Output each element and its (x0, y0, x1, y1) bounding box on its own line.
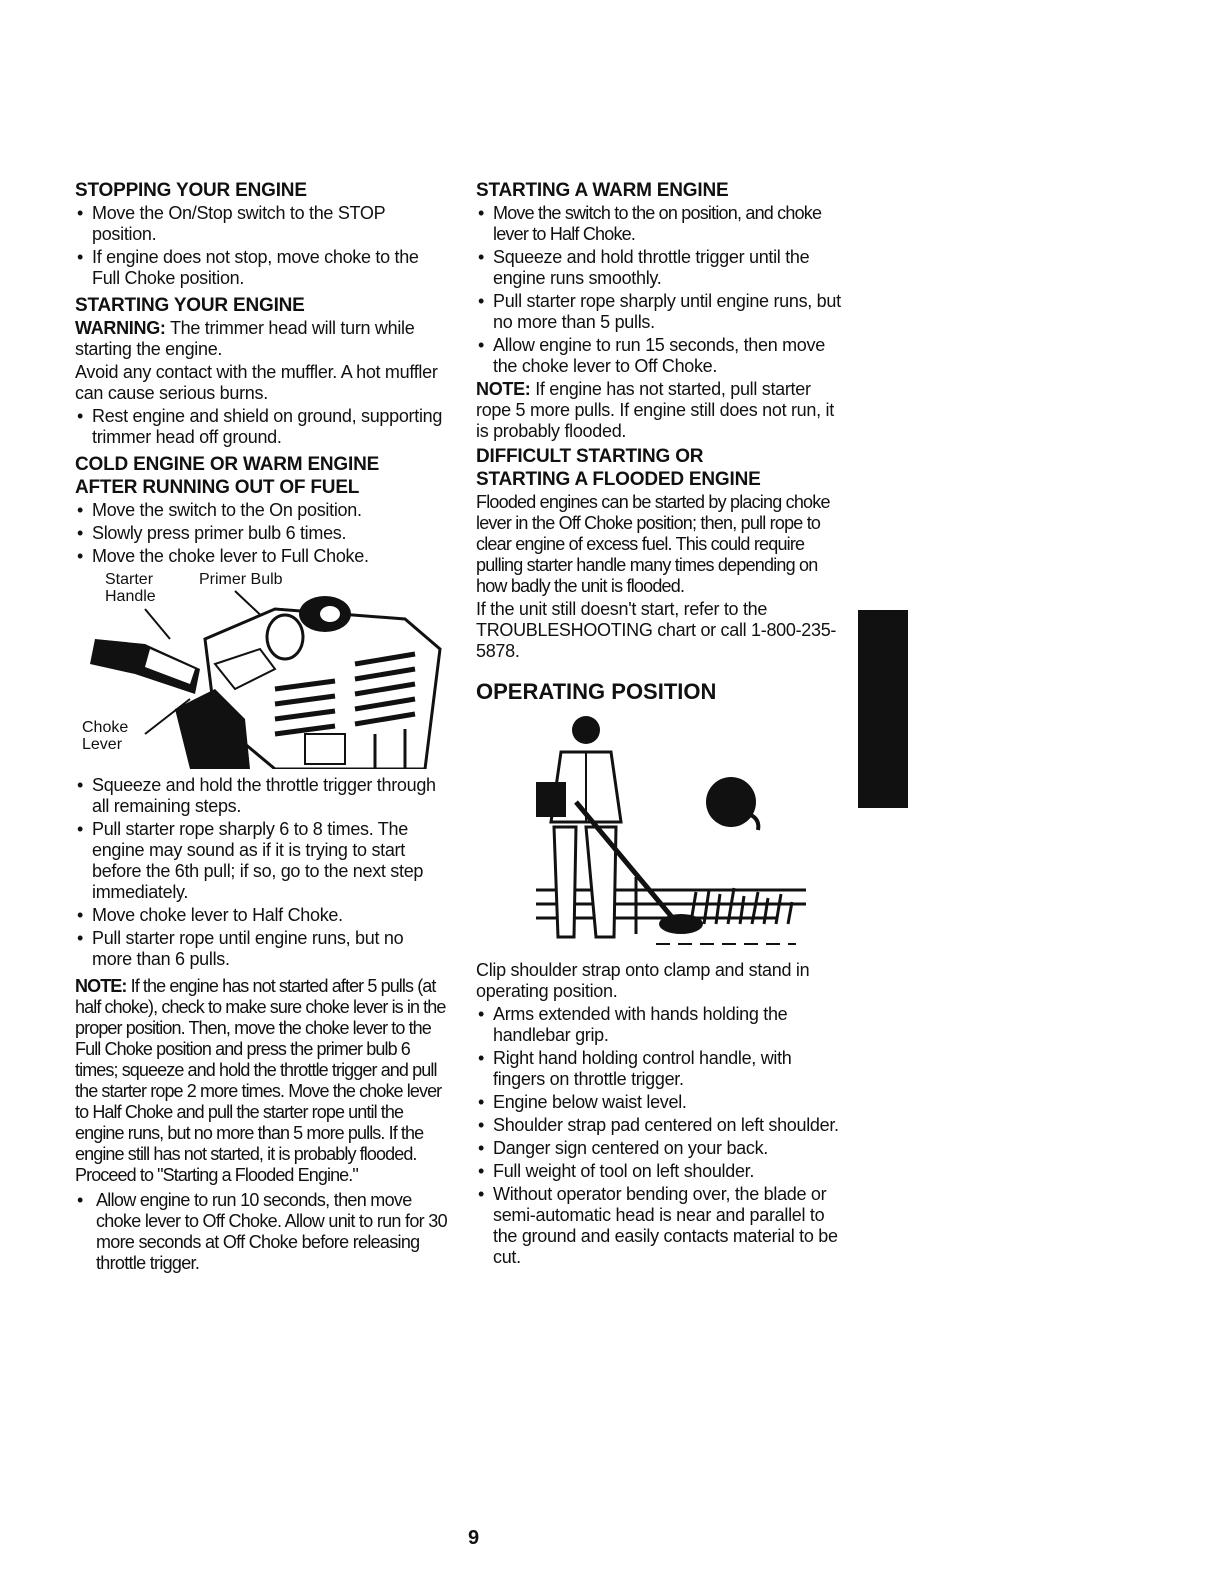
list-item: • Move the On/Stop switch to the STOP position. (75, 203, 447, 245)
note-text: If the engine has not started after 5 pulls (at half choke), check to make sure choke lever is in the proper position. Then, move the choke lever to the Full Choke position and press the primer bulb 6 times; squeeze and hold the throttle trigger and pull the starter rope 2 more times. Move the choke lever to Half Choke and pull the starter rope until the engine runs, but no more than 5 more pulls. If the engine still has not started, it is probably flooded. Proceed to "Starting a Flooded Engine." (75, 976, 446, 1185)
list-item: • Without operator bending over, the blade or semi-automatic head is near and parallel to the ground and easily contacts material to be cut. (476, 1184, 848, 1268)
warning-text: The trimmer head will turn while starting the engine. (75, 318, 415, 359)
list-item: • Shoulder strap pad centered on left shoulder. (476, 1115, 848, 1136)
engine-figure (75, 569, 447, 769)
list-item: • Right hand holding control handle, with fingers on throttle trigger. (476, 1048, 848, 1090)
right-column (476, 180, 848, 1274)
list-item: • Allow engine to run 15 seconds, then move the choke lever to Off Choke. (476, 335, 848, 377)
page-number: 9 (468, 1527, 480, 1549)
cold-heading-2: AFTER RUNNING OUT OF FUEL (75, 477, 360, 498)
choke-lever-label: Choke Lever (82, 719, 129, 753)
list-item: • Arms extended with hands holding the handlebar grip. (476, 1004, 848, 1046)
warm-note-text: If engine has not started, pull starter rope 5 more pulls. If engine still does not run, it is probably flooded. (476, 379, 834, 441)
note-label: NOTE: (75, 976, 127, 996)
warm-list (476, 203, 848, 377)
primer-bulb-label: Primer Bulb (199, 571, 283, 588)
flooded-text: Flooded engines can be started by placing choke lever in the Off Choke position; then, pull rope to clear engine of excess fuel. This could require pulling starter handle many times depending on how badly the unit is flooded. (476, 492, 830, 596)
flooded-heading-2: STARTING A FLOODED ENGINE (476, 469, 761, 490)
flooded-heading-1: DIFFICULT STARTING OR (476, 446, 704, 467)
list-item: • Allow engine to run 10 seconds, then move choke lever to Off Choke. Allow unit to run for 30 more seconds at Off Choke before releasing throttle trigger. (75, 1190, 447, 1274)
left-column (75, 180, 447, 1280)
list-item: • Squeeze and hold the throttle trigger through all remaining steps. (75, 775, 447, 817)
list-item: • Move choke lever to Half Choke. (75, 905, 447, 926)
warm-note (476, 379, 848, 442)
warm-heading: STARTING A WARM ENGINE (476, 180, 729, 201)
list-item: • If engine does not stop, move choke to the Full Choke position. (75, 247, 447, 289)
warning-paragraph (75, 318, 447, 360)
list-item: • Pull starter rope until engine runs, but no more than 6 pulls. (75, 928, 447, 970)
operating-figure (476, 712, 848, 952)
list-item: • Pull starter rope sharply until engine runs, but no more than 5 pulls. (476, 291, 848, 333)
warning-text-2: Avoid any contact with the muffler. A hot muffler can cause serious burns. (75, 362, 438, 403)
cold-heading-1: COLD ENGINE OR WARM ENGINE (75, 454, 380, 475)
list-item: • Move the switch to the On position. (75, 500, 447, 521)
starter-handle-label: Starter Handle (105, 571, 156, 605)
operating-list (476, 1004, 848, 1268)
warm-note-label: NOTE: (476, 379, 531, 399)
operating-heading: OPERATING POSITION (476, 679, 717, 704)
list-item: • Move the switch to the on position, and choke lever to Half Choke. (476, 203, 848, 245)
stopping-list (75, 203, 447, 289)
note-paragraph (75, 976, 447, 1186)
list-item: • Pull starter rope sharply 6 to 8 times. The engine may sound as if it is trying to start before the 6th pull; if so, go to the next step immediately. (75, 819, 447, 903)
list-item: • Move the choke lever to Full Choke. (75, 546, 447, 567)
list-item: • Squeeze and hold throttle trigger until the engine runs smoothly. (476, 247, 848, 289)
final-list (75, 1190, 447, 1274)
list-item: • Rest engine and shield on ground, supporting trimmer head off ground. (75, 406, 447, 448)
operating-intro: Clip shoulder strap onto clamp and stand in operating position. (476, 960, 810, 1001)
list-item: • Slowly press primer bulb 6 times. (75, 523, 447, 544)
list-item: • Engine below waist level. (476, 1092, 848, 1113)
starting-list (75, 406, 447, 448)
steps-list (75, 775, 447, 970)
flooded-text-2: If the unit still doesn't start, refer to the TROUBLESHOOTING chart or call 1-800-235-5878. (476, 599, 837, 661)
starting-heading: STARTING YOUR ENGINE (75, 295, 305, 316)
warning-label: WARNING: (75, 318, 166, 338)
list-item: • Danger sign centered on your back. (476, 1138, 848, 1159)
section-tab (858, 610, 908, 808)
list-item: • Full weight of tool on left shoulder. (476, 1161, 848, 1182)
operator-illustration (476, 712, 848, 952)
stopping-heading: STOPPING YOUR ENGINE (75, 180, 307, 201)
cold-list (75, 500, 447, 567)
